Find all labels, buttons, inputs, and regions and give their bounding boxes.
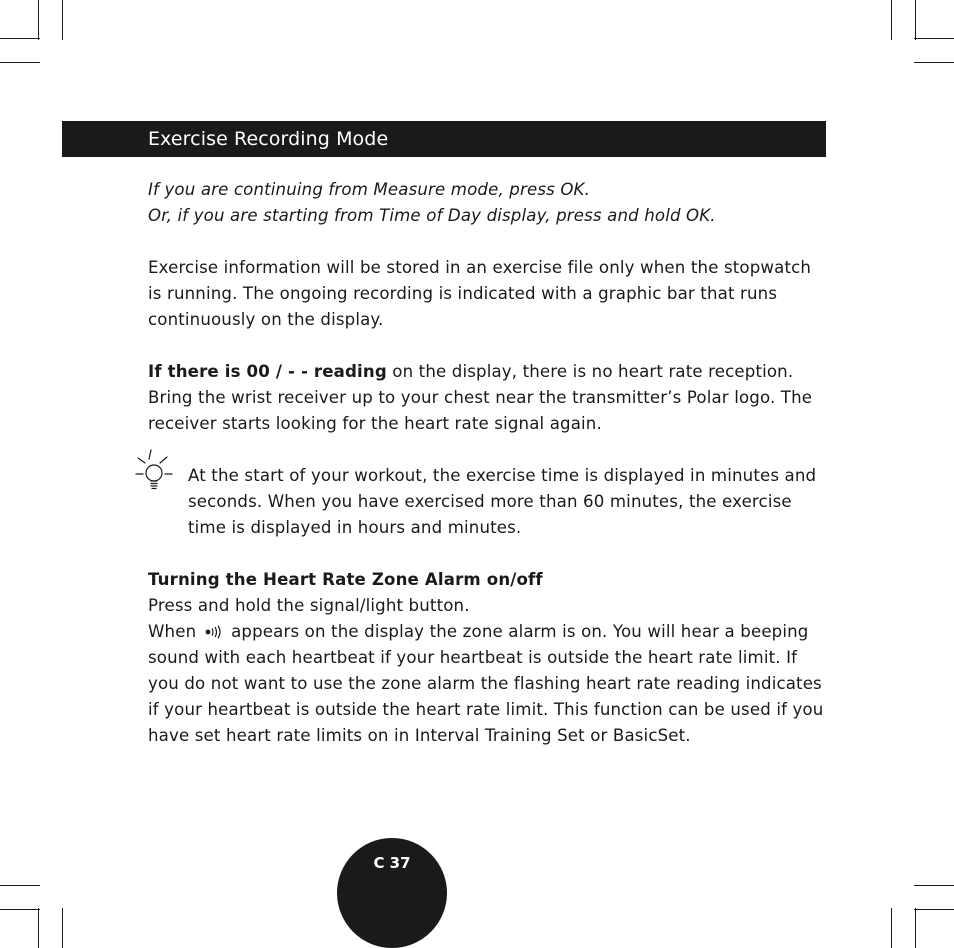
page-number-badge [337,838,447,948]
crop-mark [891,0,892,40]
tip-text: At the start of your workout, the exercise time is displayed in minutes and seconds. When you have exercised more than 60 minutes, the exercise time is displayed in hours and minutes. [188,466,817,537]
zone-alarm-paragraph [148,619,828,749]
crop-mark [914,38,954,39]
zone-alarm-instruction: Press and hold the signal/light button. [148,596,470,615]
crop-mark [914,62,954,63]
intro-line-2: Or, if you are starting from Time of Day display, press and hold OK. [148,206,716,225]
crop-mark [0,909,40,910]
crop-mark [38,0,39,40]
zone-alarm-when: When [148,622,202,641]
crop-mark [0,885,40,886]
crop-mark [915,0,916,40]
tip-note [148,463,828,541]
crop-mark [62,908,63,948]
page-title: Exercise Recording Mode [148,128,389,150]
crop-mark [915,908,916,948]
page-number: C 37 [373,854,411,872]
section-header-bar [62,121,826,157]
crop-mark [914,909,954,910]
crop-mark [891,908,892,948]
crop-mark [38,908,39,948]
zone-alarm-heading: Turning the Heart Rate Zone Alarm on/off [148,570,543,589]
main-content [148,177,828,749]
crop-mark [0,38,40,39]
recording-paragraph: Exercise information will be stored in an exercise file only when the stopwatch is running. The ongoing recording is indicated with a graphic bar that runs continuously on the display. [148,258,812,329]
zone-alarm-text: appears on the display the zone alarm is on. You will hear a beeping sound with each heartbeat if your heartbeat is outside the heart rate limit. If you do not want to use the zone alarm the flashing heart rate reading indicates if your heartbeat is outside the heart rate limit. This function can be used if you have set heart rate limits on in Interval Training Set or BasicSet. [148,622,824,745]
reception-paragraph [148,359,828,437]
intro-line-1: If you are continuing from Measure mode, press OK. [148,180,590,199]
crop-mark [0,62,40,63]
lightbulb-icon [134,448,184,498]
crop-mark [62,0,63,40]
reception-text: on the display, there is no heart rate reception. Bring the wrist receiver up to your chest near the transmitter’s Polar logo. The receiver starts looking for the heart rate signal again. [148,362,813,433]
crop-mark [914,885,954,886]
sound-signal-icon [204,625,224,639]
reception-bold-lead: If there is 00 / - - reading [148,362,387,381]
